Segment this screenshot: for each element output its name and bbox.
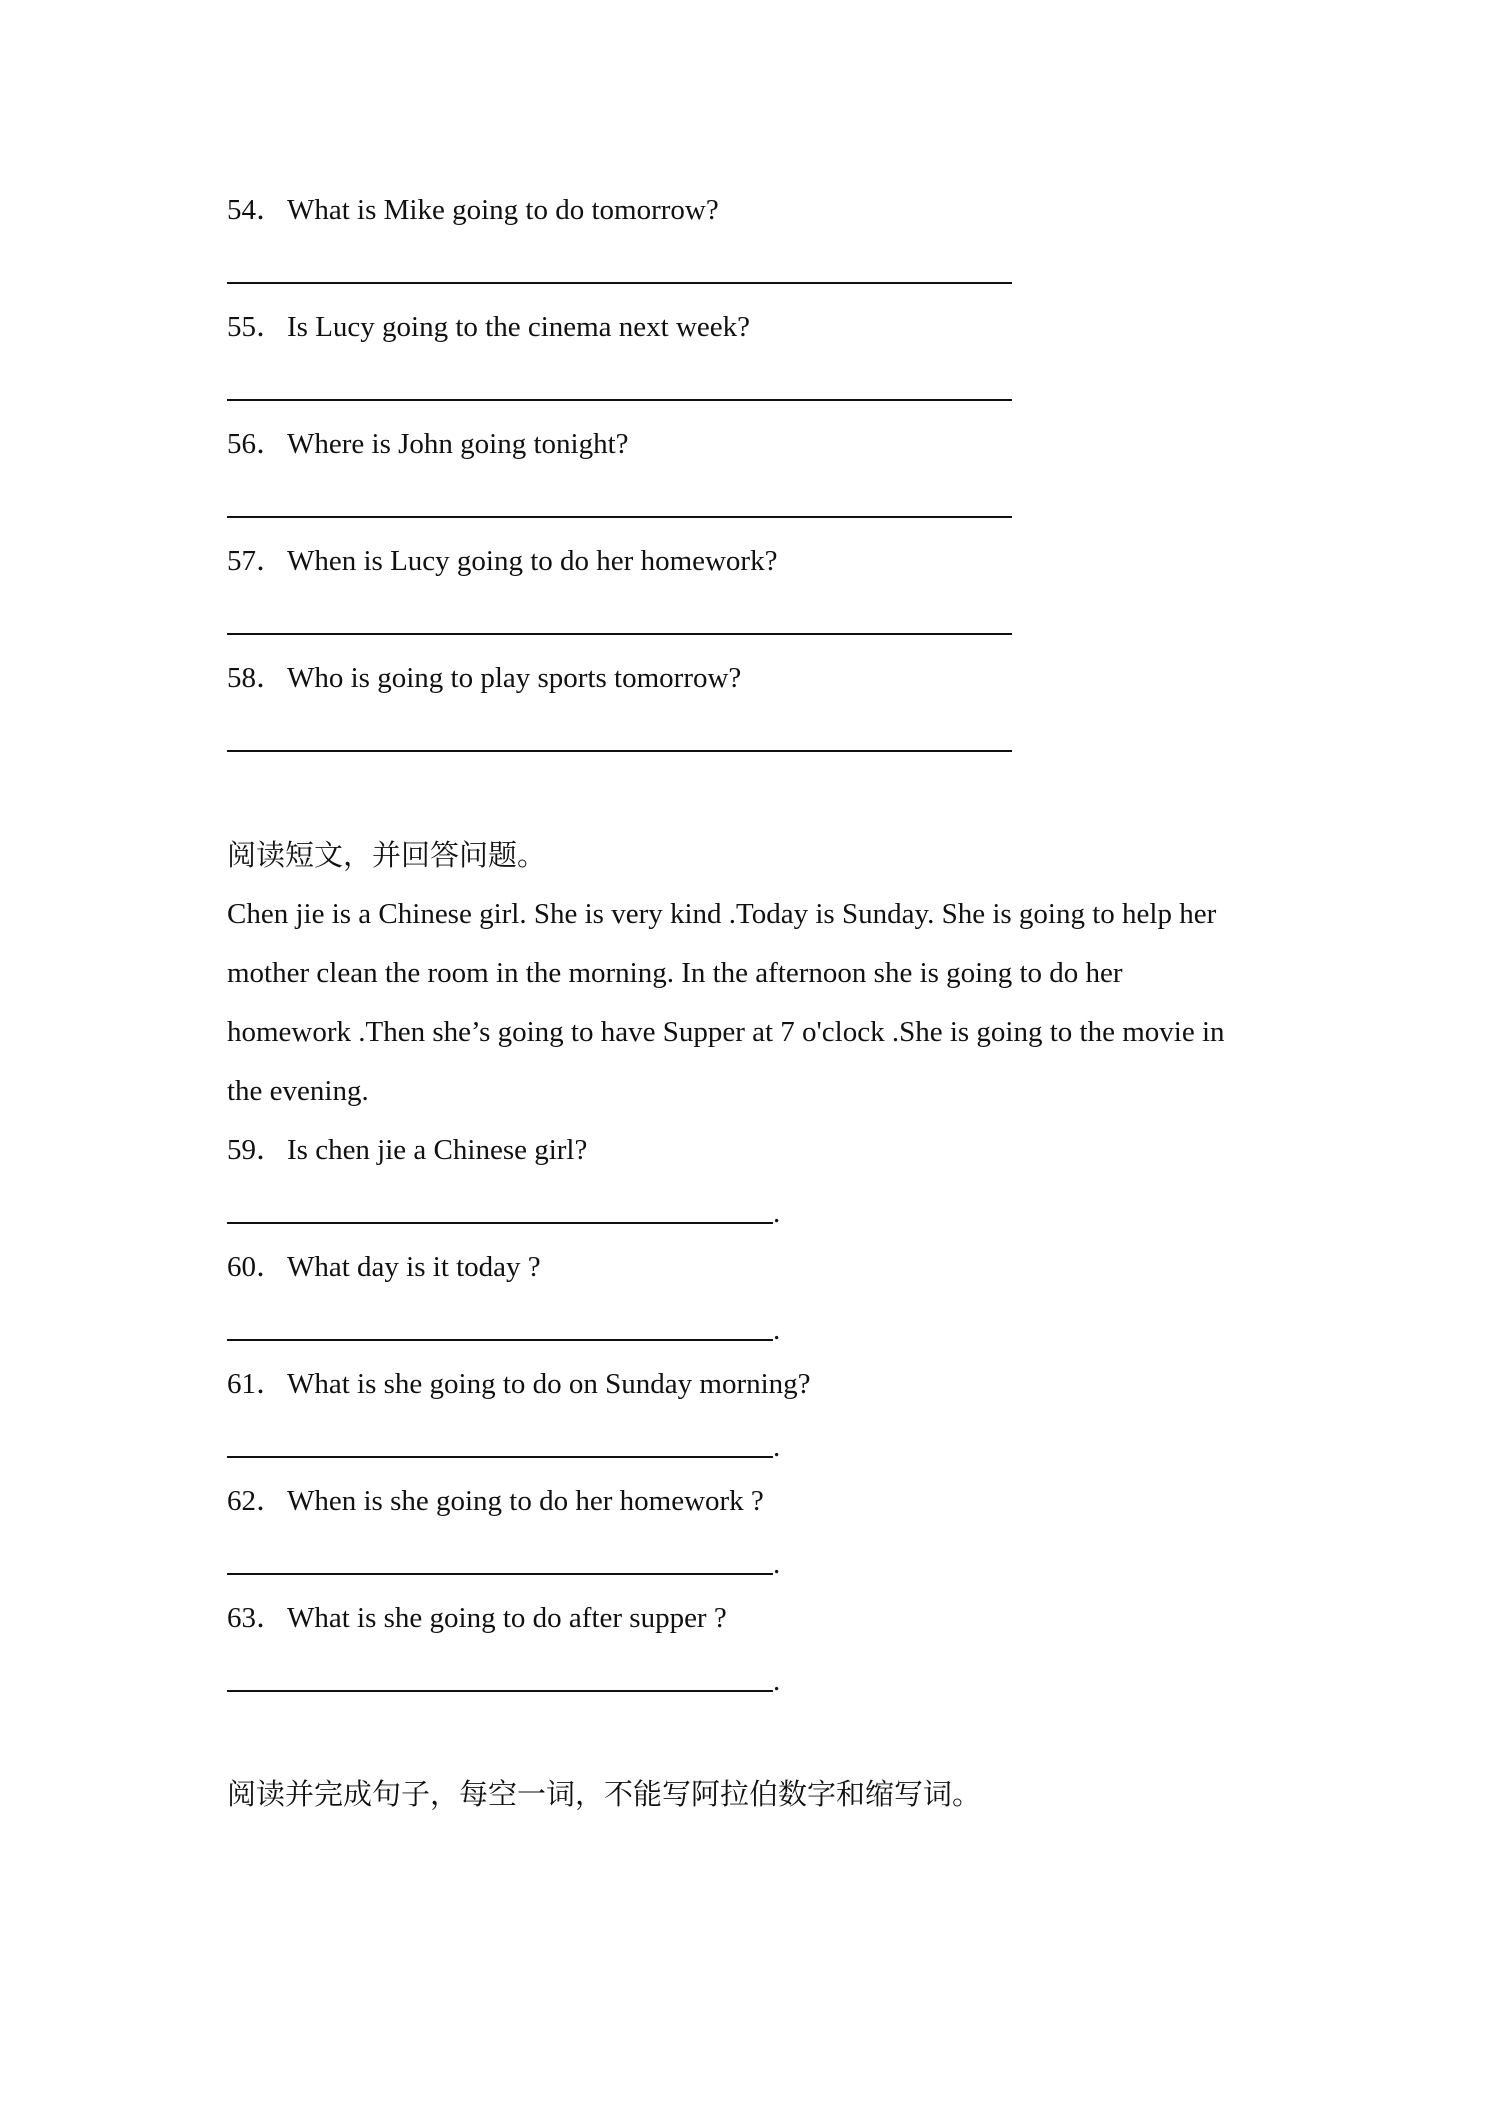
passage-line: mother clean the room in the morning. In the afternoon she is going to do her	[227, 957, 1123, 989]
answer-line-58[interactable]	[227, 750, 1012, 752]
passage-line: the evening.	[227, 1075, 369, 1107]
question-text: Where is John going tonight?	[287, 428, 629, 460]
passage-line: homework .Then she’s going to have Supper at 7 o'clock .She is going to the movie in	[227, 1016, 1225, 1048]
question-number: 60．	[227, 1251, 286, 1283]
question-59	[227, 1136, 587, 1165]
answer-line-59[interactable]	[227, 1222, 773, 1224]
question-number: 58．	[227, 662, 286, 694]
question-number: 61．	[227, 1368, 286, 1400]
answer-period: .	[773, 1197, 781, 1229]
question-number: 62．	[227, 1485, 286, 1517]
answer-line-57[interactable]	[227, 633, 1012, 635]
question-number: 55．	[227, 311, 286, 343]
question-text: What day is it today ?	[287, 1251, 541, 1283]
question-58	[227, 664, 741, 693]
question-text: When is she going to do her homework ?	[287, 1485, 764, 1517]
question-text: What is she going to do on Sunday morning?	[287, 1368, 811, 1400]
question-text: Is chen jie a Chinese girl?	[287, 1134, 588, 1166]
question-63	[227, 1604, 727, 1633]
question-54	[227, 196, 719, 225]
question-text: What is she going to do after supper ?	[287, 1602, 727, 1634]
question-number: 63．	[227, 1602, 286, 1634]
question-55	[227, 313, 750, 342]
question-60	[227, 1253, 541, 1282]
answer-line-56[interactable]	[227, 516, 1012, 518]
answer-line-61[interactable]	[227, 1456, 773, 1458]
section3-instruction: 阅读并完成句子，每空一词，不能写阿拉伯数字和缩写词。	[227, 1777, 982, 1811]
question-number: 56．	[227, 428, 286, 460]
answer-period: .	[773, 1314, 781, 1346]
answer-period: .	[773, 1665, 781, 1697]
answer-line-63[interactable]	[227, 1690, 773, 1692]
question-text: When is Lucy going to do her homework?	[287, 545, 778, 577]
question-text: Who is going to play sports tomorrow?	[287, 662, 742, 694]
question-57	[227, 547, 777, 576]
question-62	[227, 1487, 764, 1516]
question-text: What is Mike going to do tomorrow?	[287, 194, 719, 226]
answer-line-54[interactable]	[227, 282, 1012, 284]
answer-line-60[interactable]	[227, 1339, 773, 1341]
answer-line-62[interactable]	[227, 1573, 773, 1575]
answer-line-55[interactable]	[227, 399, 1012, 401]
section2-instruction: 阅读短文，并回答问题。	[227, 838, 547, 872]
question-56	[227, 430, 629, 459]
question-number: 59．	[227, 1134, 286, 1166]
question-number: 54．	[227, 194, 286, 226]
question-number: 57．	[227, 545, 286, 577]
question-61	[227, 1370, 811, 1399]
answer-period: .	[773, 1431, 781, 1463]
answer-period: .	[773, 1548, 781, 1580]
question-text: Is Lucy going to the cinema next week?	[287, 311, 751, 343]
passage-line: Chen jie is a Chinese girl. She is very kind .Today is Sunday. She is going to help her	[227, 898, 1217, 930]
